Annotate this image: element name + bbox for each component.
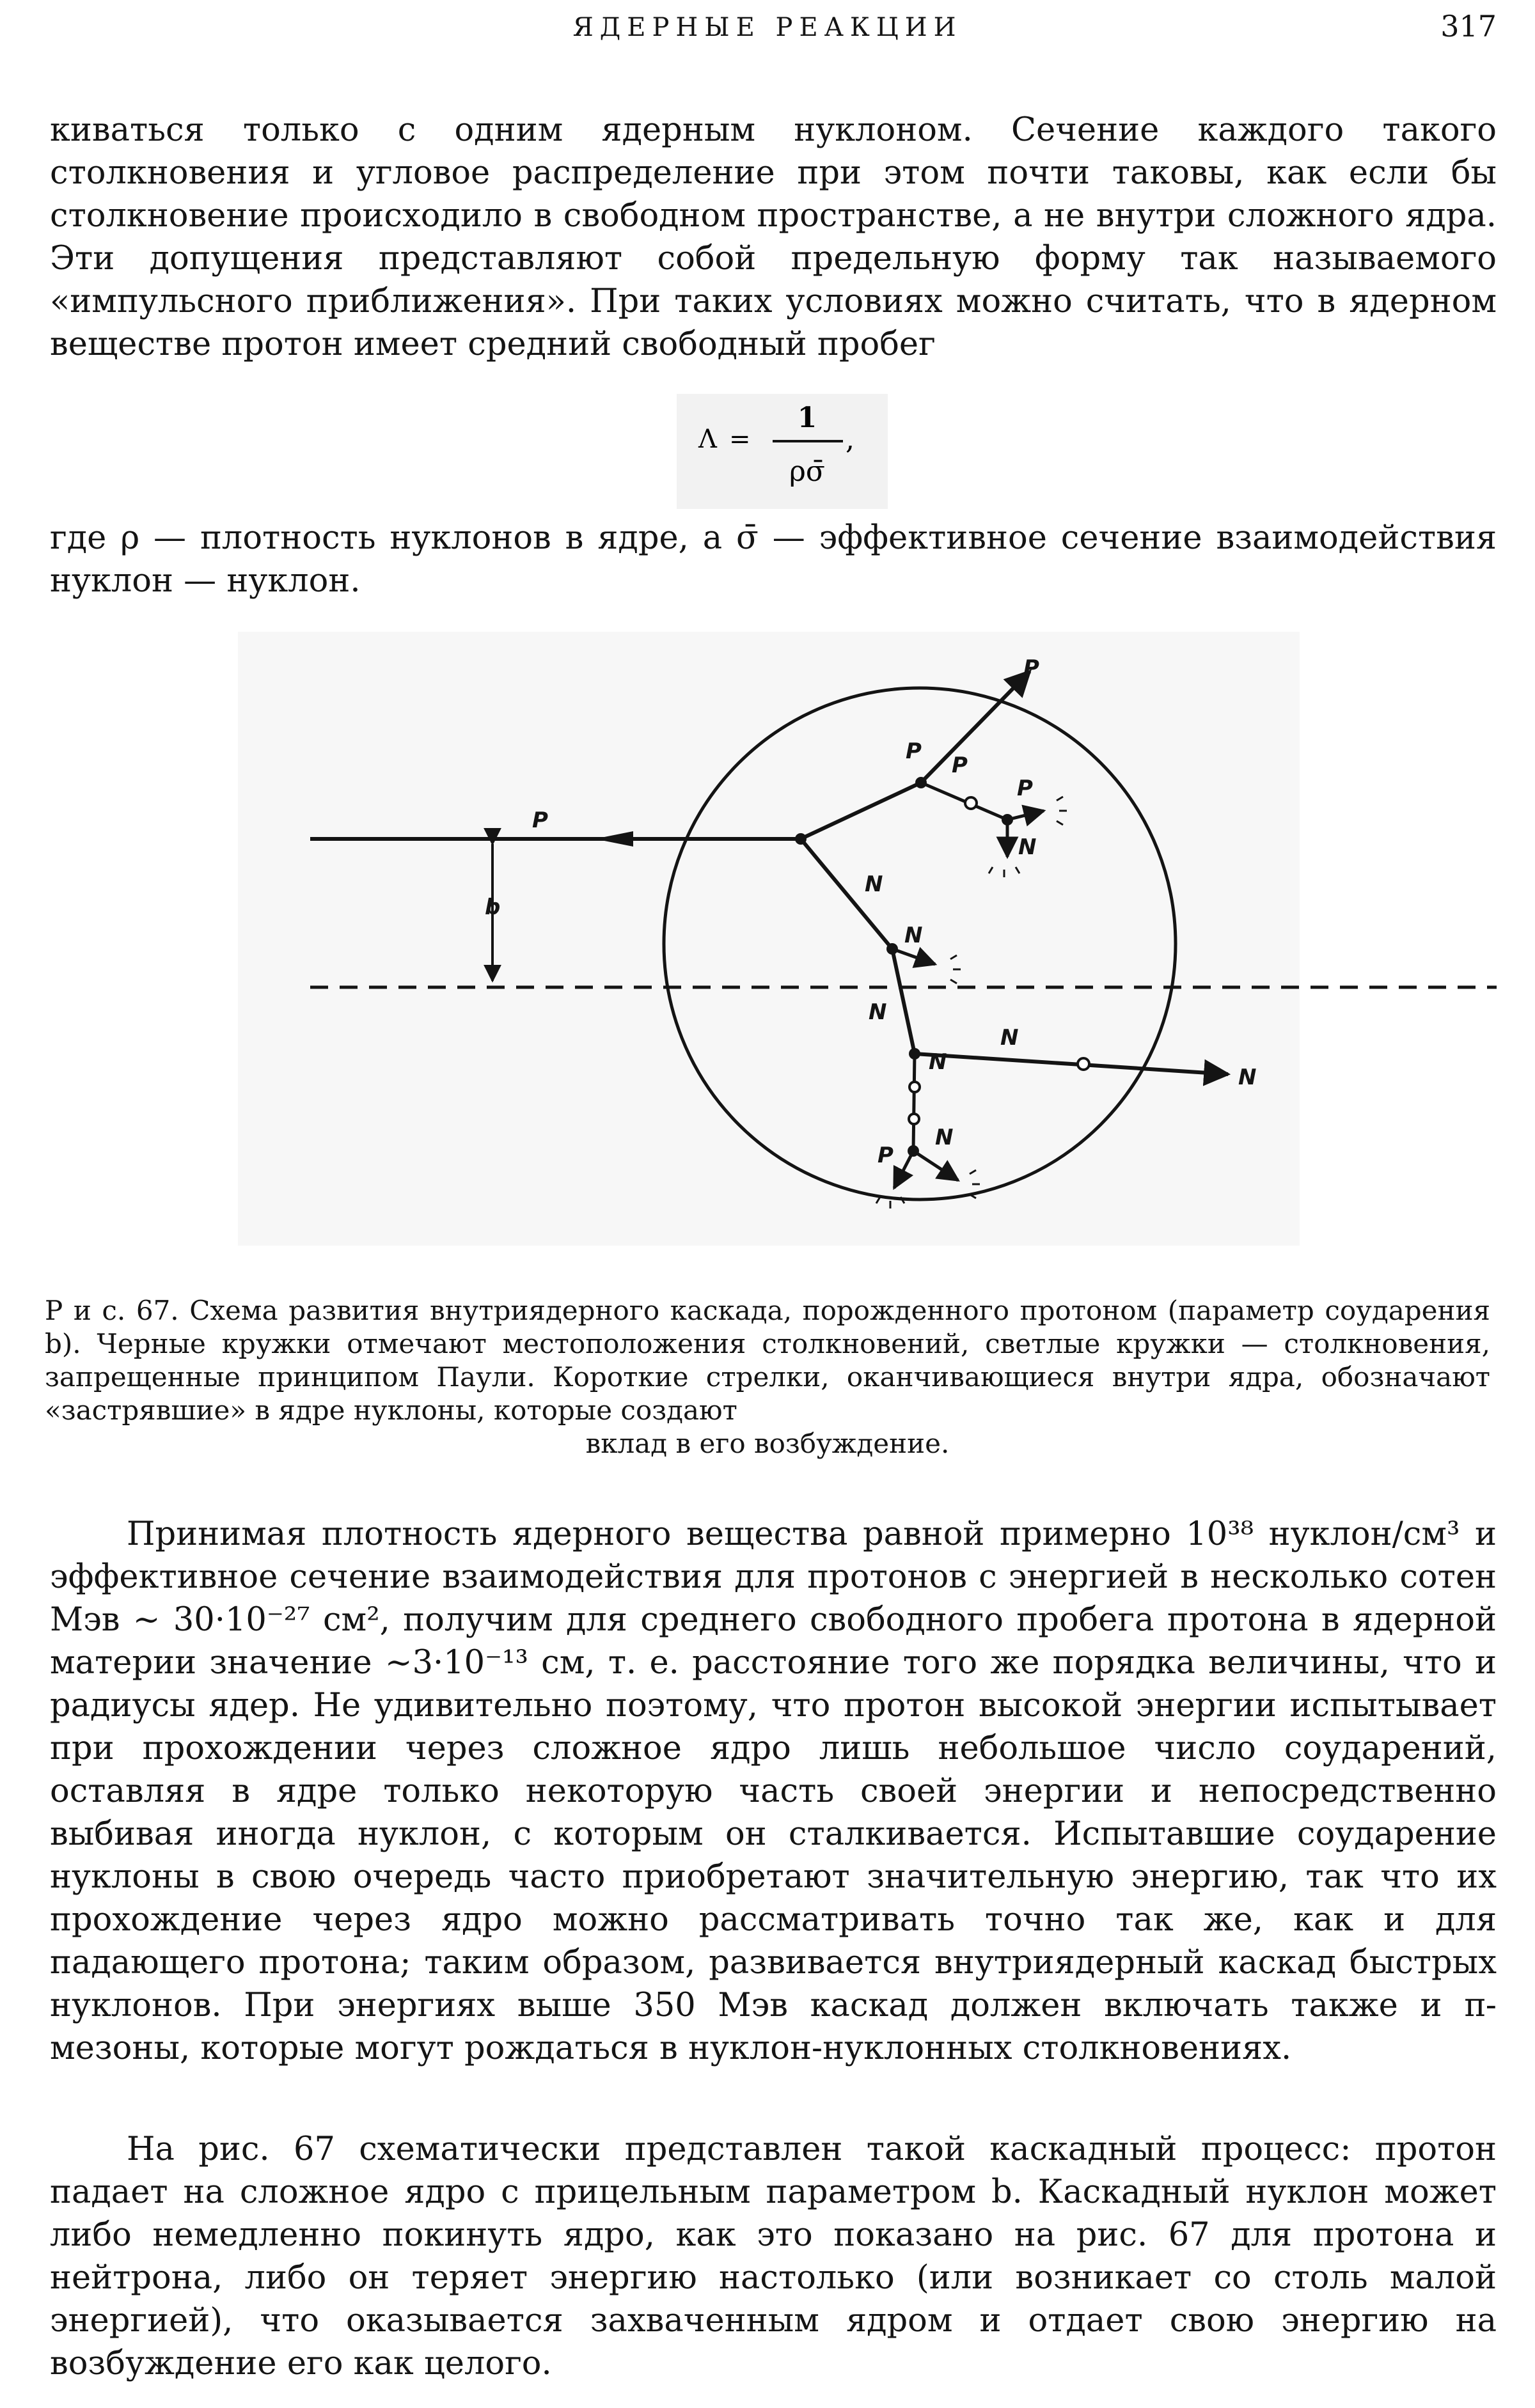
label-branch-p1: P: [906, 739, 922, 764]
pauli-blocked-2: [1078, 1058, 1089, 1070]
pauli-blocked-4: [909, 1114, 919, 1124]
formula-lhs: Λ: [698, 425, 717, 454]
page-number: 317: [1440, 9, 1497, 43]
figure-caption: [45, 1294, 1490, 1460]
pauli-blocked-1: [965, 797, 977, 809]
label-incident-p: P: [532, 808, 548, 833]
label-branch-p3: P: [1017, 776, 1033, 801]
paragraph-4: [50, 2128, 1497, 2385]
caption-text: Р и с. 67. Схема развития внутриядерного каскада, порожденного протоном (параметр соударения b). Черные кружки отмечают местоположения столкновений, светлые кружки — столкновения, запрещенные принципом Паули. Короткие стрелки, оканчивающиеся внутри ядра, обозначают «застрявшие» в ядре нуклоны, которые создают: [45, 1295, 1490, 1426]
pauli-blocked-3: [909, 1082, 920, 1092]
formula-denominator: ρσ̄: [789, 455, 825, 488]
label-n-mid2: N: [904, 923, 923, 948]
paragraph-3: [50, 1513, 1497, 2070]
label-n-stuck-right: N: [1018, 834, 1037, 860]
label-p-bottom: P: [878, 1143, 893, 1168]
label-n-exit: N: [1238, 1065, 1257, 1090]
figure-background: [238, 632, 1300, 1246]
paragraph-3-text: Принимая плотность ядерного вещества равной примерно 10³⁸ нуклон/см³ и эффективное сечение взаимодействия для протонов с энергией в несколько сотен Мэв ∼ 30·10⁻²⁷ см², получим для среднего свободного пробега протона в ядерной материи значение ∼3·10⁻¹³ см, т. е. расстояние того же порядка величины, что и радиусы ядер. Не удивительно поэтому, что протон высокой энергии испытывает при прохождении через сложное ядро лишь небольшое число соударений, оставляя в ядре только некоторую часть своей энергии и непосредственно выбивая иногда нуклон, с которым он сталкивается. Испытавшие соударение нуклоны в свою очередь часто приобретают значительную энергию, так что их прохождение через ядро можно рассматривать точно так же, как и для падающего протона; таким образом, развивается внутриядерный каскад быстрых нуклонов. При энергиях выше 350 Мэв каскад должен включать также и π-мезоны, которые могут рождаться в нуклон-нуклонных столкновениях.: [50, 1515, 1497, 2067]
formula-comma: ,: [846, 423, 854, 456]
running-title: ЯДЕРНЫЕ РЕАКЦИИ: [572, 13, 963, 42]
caption-last-line: вклад в его возбуждение.: [585, 1428, 950, 1459]
label-n-lower: N: [869, 999, 887, 1025]
track-n-bottom: [913, 1054, 915, 1151]
formula-equals: =: [729, 425, 751, 454]
label-n-long: N: [1000, 1025, 1019, 1051]
label-n-mid: N: [865, 872, 883, 897]
label-branch-p2: P: [952, 753, 968, 778]
label-n-bottom-top: N: [929, 1049, 947, 1075]
label-n-bottom: N: [935, 1125, 954, 1150]
label-out-p-top: P: [1023, 655, 1039, 681]
paragraph-4-text: На рис. 67 схематически представлен такой каскадный процесс: протон падает на сложное ядро с прицельным параметром b. Каскадный нуклон может либо немедленно покинуть ядро, как это показано на рис. 67 для протона и нейтрона, либо он теряет энергию настолько (или возникает со столь малой энергией), что оказывается захваченным ядром и отдает свою энергию на возбуждение его как целого.: [50, 2130, 1497, 2382]
paragraph-2: где ρ — плотность нуклонов в ядре, а σ̄ — эффективное сечение взаимодействия нуклон — нуклон.: [50, 519, 1497, 600]
paragraph-1: киваться только с одним ядерным нуклоном. Сечение каждого такого столкновения и угловое распределение при этом почти таковы, как если бы столкновение происходило в свободном пространстве, а не внутри сложного ядра. Эти допущения представляют собой предельную форму так называемого «импульсного приближения». При таких условиях можно считать, что в ядерном веществе протон имеет средний свободный пробег: [50, 111, 1497, 363]
formula-numerator: 1: [797, 402, 817, 434]
label-impact-b: b: [485, 895, 501, 920]
